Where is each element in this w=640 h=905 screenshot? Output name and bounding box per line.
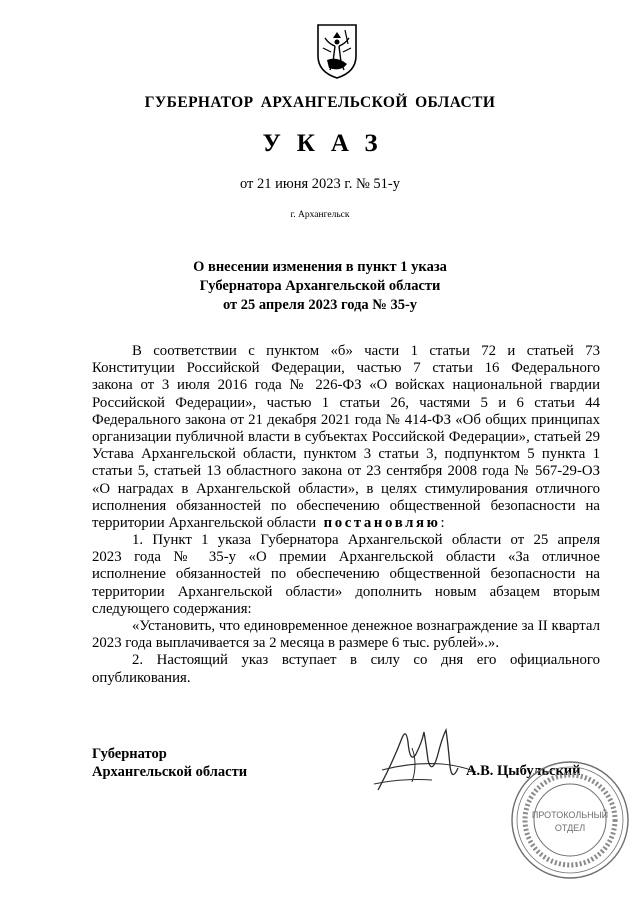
body-line: «Установить, что единовременное денежное вознаграждение за II квартал: [132, 618, 600, 634]
archangel-coat-of-arms-icon: [315, 22, 359, 80]
body-line: статьи 5, статьей 13 областного закона от 23 сентября 2008 года № 567-29-ОЗ: [92, 463, 600, 480]
body-line: 2023 года № 35-у «О премии Архангельской области «За отличное: [92, 549, 600, 566]
body-line: Федерального закона от 21 декабря 2021 года № 414-ФЗ «Об общих принципах: [92, 411, 600, 428]
stamp-center-line: ОТДЕЛ: [554, 823, 586, 833]
body-line: Конституции Российской Федерации, частью 7 статьи 16 Федерального: [92, 360, 600, 377]
body-line: опубликования.: [92, 669, 191, 686]
document-type: УКАЗ: [262, 130, 394, 157]
body-line: исполнения обязанностей по обеспечению общественной безопасности на: [92, 497, 600, 514]
decree-body: [92, 343, 600, 687]
subject-line: О внесении изменения в пункт 1 указа: [193, 259, 447, 275]
signatory-position: [92, 745, 247, 781]
handwritten-signature: [372, 724, 480, 796]
position-line: Архангельской области: [92, 764, 248, 780]
decree-keyword: постановляю: [323, 514, 441, 531]
body-line-suffix: :: [440, 514, 445, 531]
body-line: В соответствии с пунктом «б» части 1 статьи 72 и статьей 73: [132, 343, 600, 359]
body-line-decree: [92, 515, 600, 532]
body-line: территории Архангельской области» дополнить новым абзацем вторым: [92, 583, 600, 600]
decree-place: г. Архангельск: [290, 210, 350, 220]
body-line: Устава Архангельской области, пунктом 3 статьи 3, подпунктом 5 пункта 1: [92, 446, 600, 463]
subject-line: от 25 апреля 2023 года № 35-у: [222, 297, 418, 313]
body-line: организации публичной власти в субъектах Российской Федерации», статьей 29: [92, 428, 600, 445]
body-line: закона от 3 июля 2016 года № 226-ФЗ «О войсках национальной гвардии: [92, 377, 600, 394]
body-line: 1. Пункт 1 указа Губернатора Архангельской области от 25 апреля: [132, 532, 600, 549]
body-line: 2. Настоящий указ вступает в силу со дня его официального: [132, 652, 600, 669]
signatory-name: А.В. Цыбульский: [466, 763, 581, 779]
body-line: 2023 года выплачивается за 2 месяца в размере 6 тыс. рублей».».: [92, 635, 500, 652]
body-line-prefix: территории Архангельской области: [92, 514, 317, 531]
round-stamp: [508, 758, 632, 882]
governor-title: ГУБЕРНАТОР АРХАНГЕЛЬСКОЙ ОБЛАСТИ: [144, 94, 496, 111]
stamp-center-line: ПРОТОКОЛЬНЫЙ: [531, 810, 609, 820]
body-line: исполнение обязанностей по обеспечению общественной безопасности на: [92, 566, 600, 583]
body-line: следующего содержания:: [92, 600, 252, 617]
decree-subject: [120, 258, 520, 315]
body-line: Российской Федерации», частью 1 статьи 26, частями 5 и 6 статьи 44: [92, 394, 600, 411]
decree-date-number: от 21 июня 2023 г. № 51-у: [239, 176, 401, 192]
subject-line: Губернатора Архангельской области: [199, 278, 441, 294]
position-line: Губернатор: [92, 746, 167, 762]
body-line: «О наградах в Архангельской области», в целях стимулирования отличного: [92, 480, 600, 497]
